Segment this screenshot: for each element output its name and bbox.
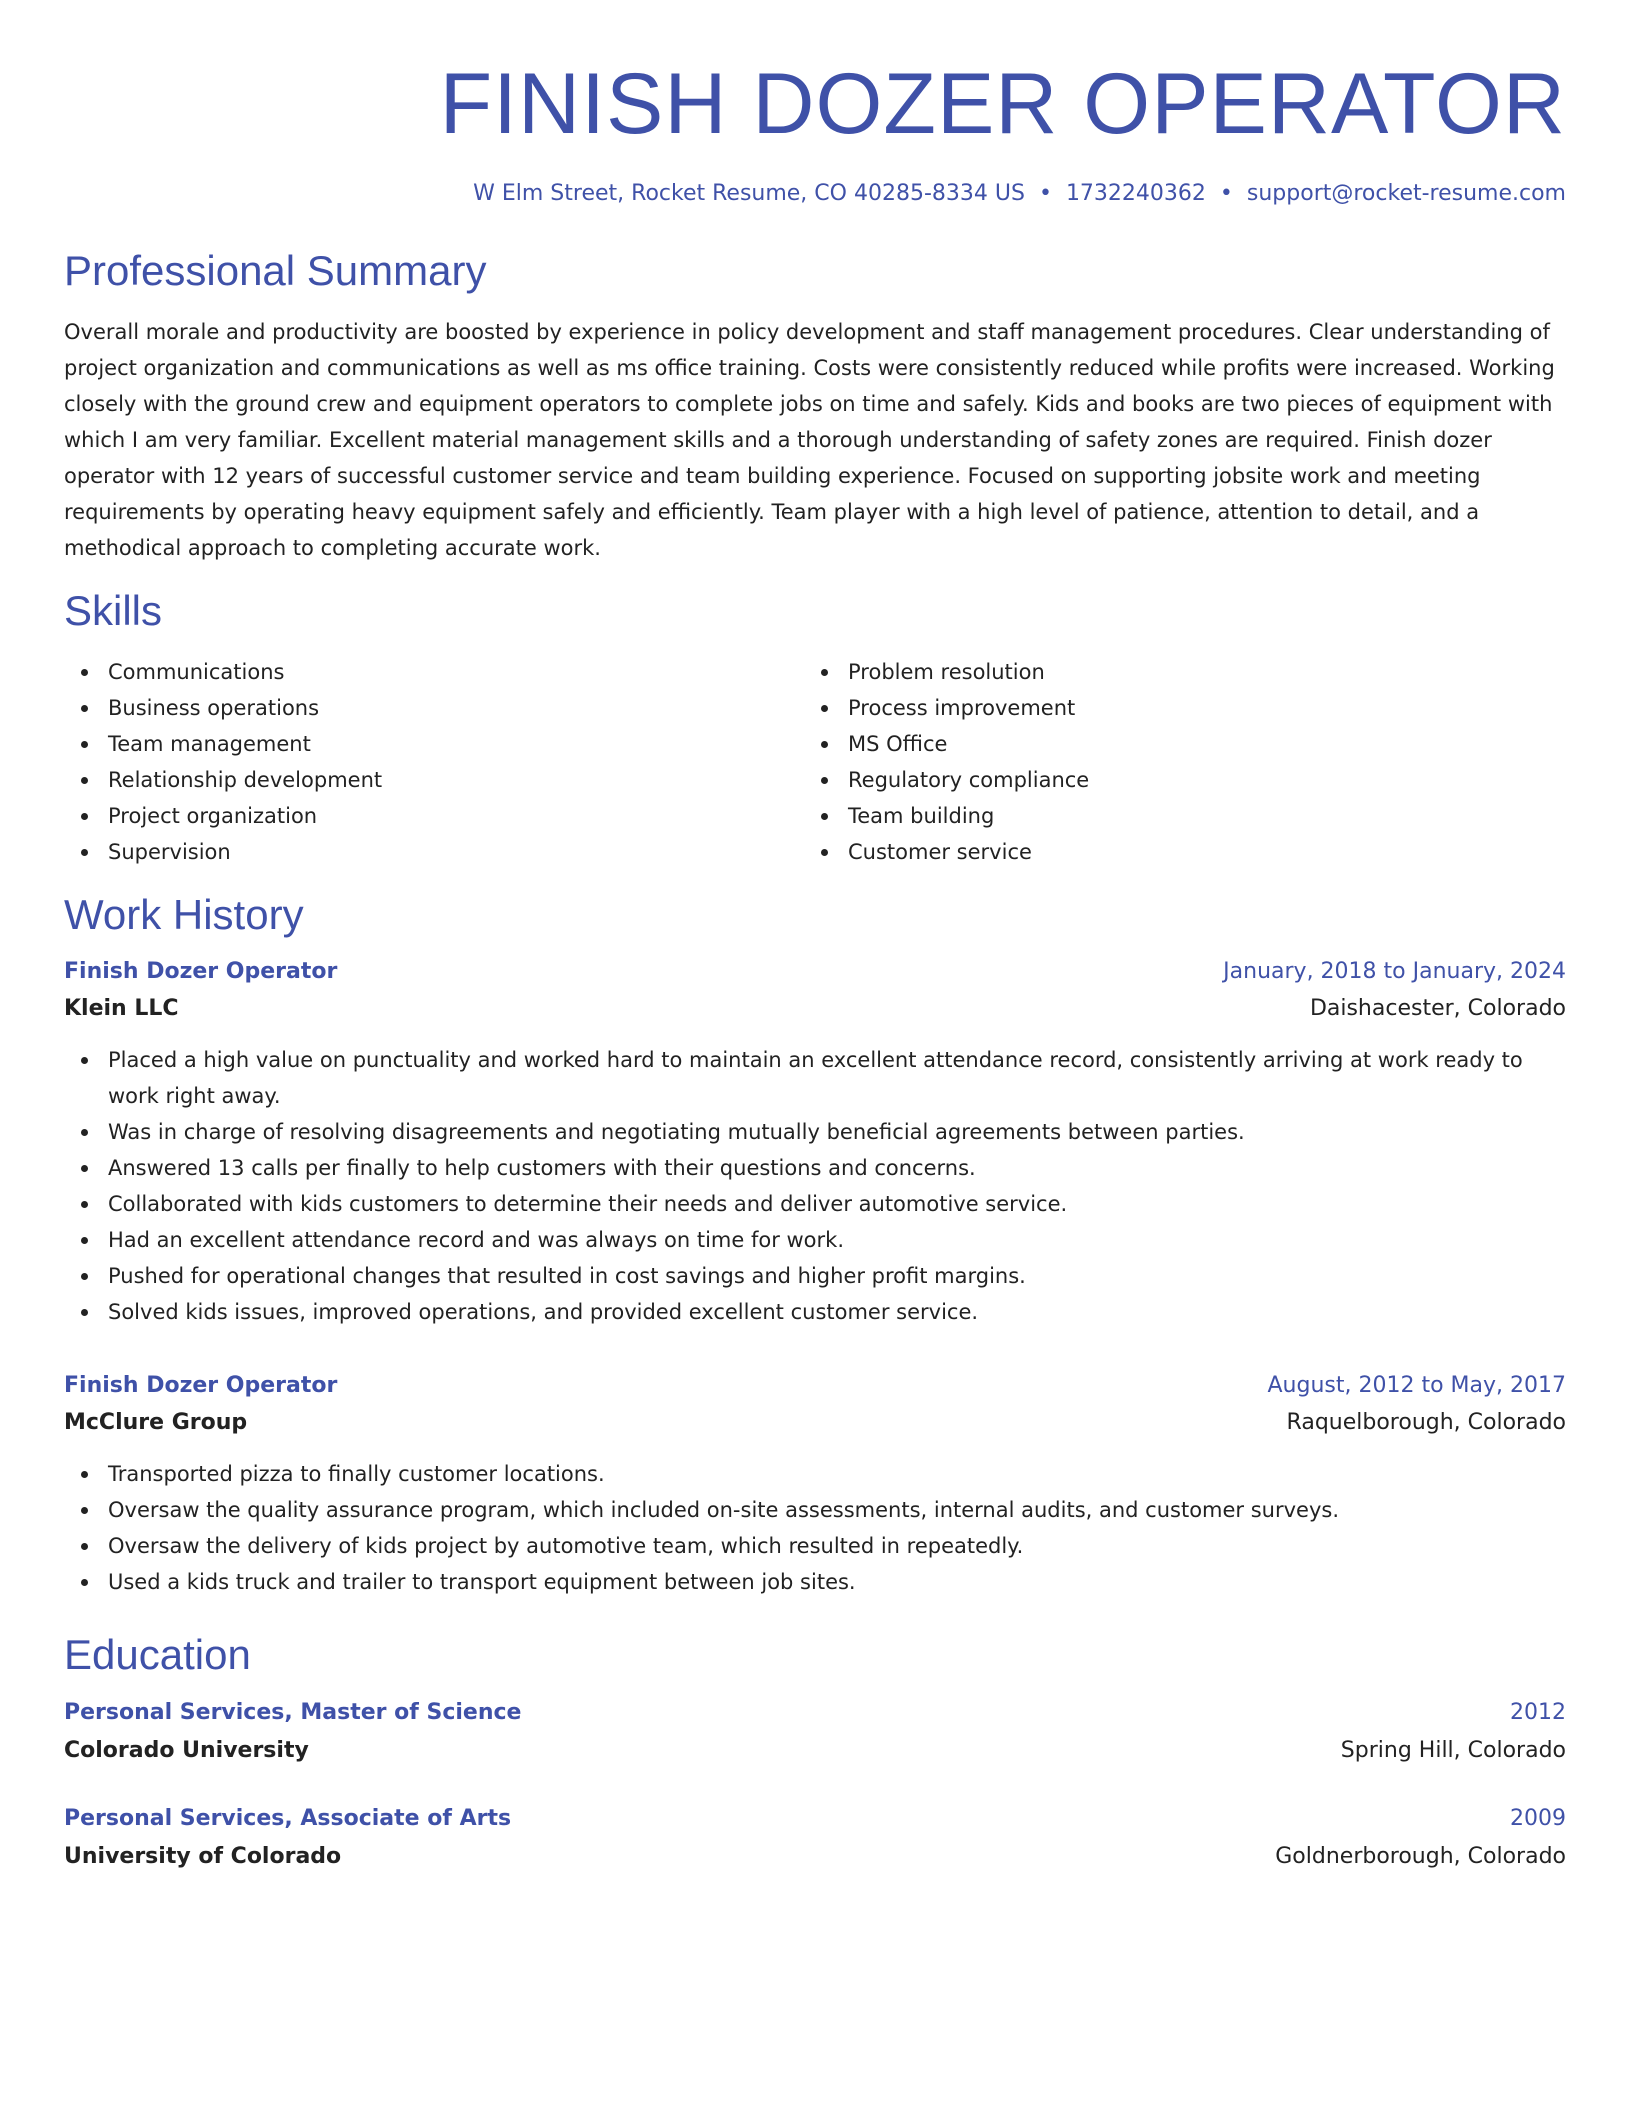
skill-item: Project organization [64,798,804,834]
job-bullets [64,1042,1566,1330]
job-dates: August, 2012 to May, 2017 [1267,1373,1566,1398]
education-degree: Personal Services, Associate of Arts [64,1806,512,1831]
contact-line [64,180,1566,208]
job-title: Finish Dozer Operator [64,1373,338,1398]
job-bullet: Answered 13 calls per finally to help customers with their questions and concerns. [64,1150,1566,1186]
skills-list [64,654,1566,870]
job-company-row [64,990,1566,1028]
skill-item: Team building [804,798,1544,834]
job-header-row [64,954,1566,990]
contact-address: W Elm Street, Rocket Resume, CO 40285-8334 US [473,181,1025,206]
skill-item: Process improvement [804,690,1544,726]
summary-heading: Professional Summary [64,247,487,294]
education-degree-row [64,1800,1566,1838]
job-bullet: Had an excellent attendance record and was always on time for work. [64,1222,1566,1258]
job-title: Finish Dozer Operator [64,959,338,984]
skills-column-left [64,654,804,870]
job-bullet: Collaborated with kids customers to determine their needs and deliver automotive service. [64,1186,1566,1222]
skill-item: Business operations [64,690,804,726]
job-bullet: Transported pizza to finally customer locations. [64,1456,1566,1492]
skill-item: Customer service [804,834,1544,870]
job-bullet: Pushed for operational changes that resulted in cost savings and higher profit margins. [64,1258,1566,1294]
job-company: Klein LLC [64,996,179,1021]
education-year: 2009 [1510,1806,1566,1831]
job-entry [64,1368,1566,1600]
resume-name: FINISH DOZER OPERATOR [439,56,1566,152]
education-degree-row [64,1694,1566,1732]
education-entry [64,1694,1566,1770]
job-dates: January, 2018 to January, 2024 [1223,959,1566,984]
skill-item: Problem resolution [804,654,1544,690]
education-degree: Personal Services, Master of Science [64,1700,522,1725]
job-location: Daishacester, Colorado [1309,996,1566,1021]
resume-page [64,0,1566,1876]
resume-header [64,0,1566,208]
work-history-heading: Work History [64,891,304,938]
contact-separator: • [1038,181,1052,206]
skills-heading: Skills [64,587,163,634]
summary-text: Overall morale and productivity are boosted by experience in policy development and staff management procedures. Clear understanding of project organization and communications as well as ms office training. Costs were consistently reduced while profits were increased. Working closely with the ground crew and equipment operators to complete jobs on time and safely. Kids and books are two pieces of equipment with which I am very familiar. Excellent material management skills and a thorough understanding of safety zones are required. Finish dozer operator with 12 years of successful customer service and team building experience. Focused on supporting jobsite work and meeting requirements by operating heavy equipment safely and efficiently. Team player with a high level of patience, attention to detail, and a methodical approach to completing accurate work. [64,320,1555,560]
job-bullet: Oversaw the delivery of kids project by automotive team, which resulted in repeatedly. [64,1528,1566,1564]
education-location: Spring Hill, Colorado [1340,1738,1566,1763]
job-bullet: Used a kids truck and trailer to transport equipment between job sites. [64,1564,1566,1600]
skill-item: Regulatory compliance [804,762,1544,798]
job-company: McClure Group [64,1410,248,1435]
job-company-row [64,1404,1566,1442]
skill-item: Team management [64,726,804,762]
education-school: Colorado University [64,1738,309,1763]
education-heading: Education [64,1631,251,1678]
contact-email: support@rocket-resume.com [1246,181,1566,206]
education-location: Goldnerborough, Colorado [1275,1844,1566,1869]
job-bullet: Oversaw the quality assurance program, which included on-site assessments, internal audits, and customer surveys. [64,1492,1566,1528]
skill-item: Relationship development [64,762,804,798]
contact-separator: • [1219,181,1233,206]
education-entry [64,1800,1566,1876]
job-bullets [64,1456,1566,1600]
skill-item: Supervision [64,834,804,870]
skills-column-right [804,654,1544,870]
job-bullet: Placed a high value on punctuality and worked hard to maintain an excellent attendance record, consistently arriving at work ready to work right away. [64,1042,1566,1114]
contact-phone: 1732240362 [1065,181,1206,206]
education-school: University of Colorado [64,1844,342,1869]
job-location: Raquelborough, Colorado [1286,1410,1566,1435]
education-school-row [64,1732,1566,1770]
job-bullet: Solved kids issues, improved operations, and provided excellent customer service. [64,1294,1566,1330]
job-entry [64,954,1566,1330]
job-header-row [64,1368,1566,1404]
education-year: 2012 [1510,1700,1566,1725]
skill-item: Communications [64,654,804,690]
education-school-row [64,1838,1566,1876]
skill-item: MS Office [804,726,1544,762]
job-bullet: Was in charge of resolving disagreements and negotiating mutually beneficial agreements between parties. [64,1114,1566,1150]
